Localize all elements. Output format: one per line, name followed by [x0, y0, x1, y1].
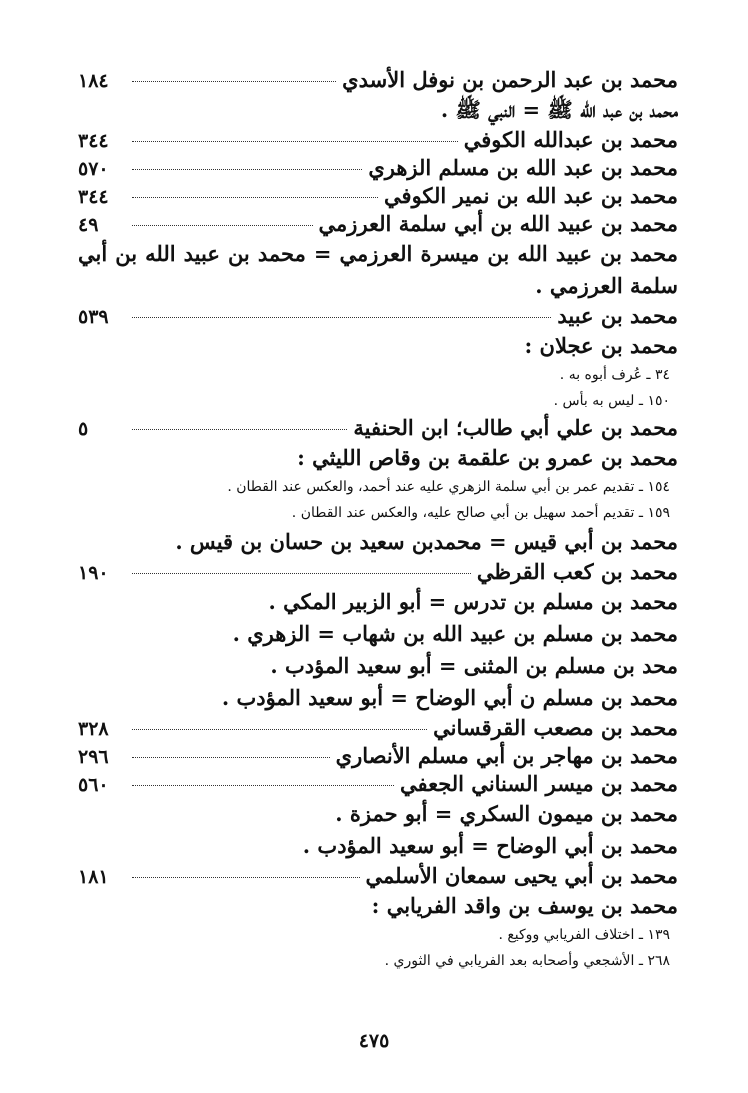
index-entry: محمد بن أبي قيس = محمدبن سعيد بن حسان بن قيس .: [175, 529, 678, 554]
index-subentry: ٣٤ ـ عُرف أبوه به .: [559, 367, 670, 383]
entry-page-number: ٥: [78, 418, 89, 440]
index-entry: [78, 154, 678, 182]
index-entry: محمد بن أبي الوضاح = أبو سعيد المؤدب .: [302, 833, 678, 858]
entry-name: محمد بن مصعب القرقساني: [433, 715, 678, 740]
index-entry: محمد بن مسلم ن أبي الوضاح = أبو سعيد المؤدب .: [221, 685, 678, 710]
entry-name: محمد بن عبد الله بن نمير الكوفي: [384, 183, 678, 208]
index-entry: محمد بن مسلم بن عبيد الله بن شهاب = الزهري .: [232, 621, 678, 646]
index-entry: [78, 126, 678, 154]
index-entry: [78, 182, 678, 210]
index-entry: [78, 302, 678, 330]
dot-leader: [132, 317, 551, 318]
index-entry: محمد بن عبد الله ﷺ = النبي ﷺ .: [440, 97, 678, 122]
index-entry: محد بن مسلم بن المثنى = أبو سعيد المؤدب .: [270, 653, 678, 678]
dot-leader: [132, 197, 378, 198]
dot-leader: [132, 81, 336, 82]
dot-leader: [132, 729, 427, 730]
entry-name: محمد بن مهاجر بن أبي مسلم الأنصاري: [335, 743, 678, 768]
index-subentry: ١٥٠ ـ ليس به بأس .: [553, 393, 670, 409]
index-entry: [78, 714, 678, 742]
page-number: ٤٧٥: [358, 1030, 390, 1052]
dot-leader: [132, 785, 394, 786]
dot-leader: [132, 225, 313, 226]
entry-page-number: ١٨١: [78, 866, 109, 888]
entry-name: محمد بن عبد الرحمن بن نوفل الأسدي: [342, 67, 678, 92]
entry-page-number: ١٨٤: [78, 70, 109, 92]
dot-leader: [132, 141, 458, 142]
index-subentry: ١٥٤ ـ تقديم عمر بن أبي سلمة الزهري عليه عند أحمد، والعكس عند القطان .: [227, 479, 670, 495]
index-subentry: ٢٦٨ ـ الأشجعي وأصحابه بعد الفريابي في الثوري .: [384, 953, 670, 969]
entry-name: محمد بن ميسر السناني الجعفي: [399, 771, 678, 796]
entry-page-number: ٢٩٦: [78, 746, 109, 768]
dot-leader: [132, 573, 471, 574]
index-entry: محمد بن مسلم بن تدرس = أبو الزبير المكي .: [268, 589, 678, 614]
index-entry: محمد بن ميمون السكري = أبو حمزة .: [335, 801, 678, 826]
index-list: [78, 66, 678, 974]
entry-page-number: ٥٧٠: [78, 158, 109, 180]
index-entry: [78, 862, 678, 890]
entry-page-number: ٣٤٤: [78, 186, 109, 208]
entry-page-number: ٤٩: [78, 214, 99, 236]
index-entry: [78, 770, 678, 798]
entry-name: محمد بن أبي يحيى سمعان الأسلمي: [365, 863, 678, 888]
index-entry: [78, 66, 678, 94]
index-entry: [78, 742, 678, 770]
entry-page-number: ٥٦٠: [78, 774, 109, 796]
index-entry: محمد بن عمرو بن علقمة بن وقاص الليثي :: [297, 445, 678, 470]
entry-name: محمد بن كعب القرظي: [476, 559, 678, 584]
index-subentry: ١٥٩ ـ تقديم أحمد سهيل بن أبي صالح عليه، والعكس عند القطان .: [291, 505, 670, 521]
entry-page-number: ٣٤٤: [78, 130, 109, 152]
index-entry: محمد بن عبيد الله بن ميسرة العرزمي = محمد بن عبيد الله بن أبي سلمة العرزمي .: [78, 241, 678, 298]
index-entry: محمد بن عجلان :: [524, 333, 678, 358]
dot-leader: [132, 757, 330, 758]
entry-name: محمد بن علي أبي طالب؛ ابن الحنفية: [353, 415, 678, 440]
index-subentry: ١٣٩ ـ اختلاف الفريابي ووكيع .: [498, 927, 670, 943]
index-entry: محمد بن يوسف بن واقد الفريابي :: [371, 893, 678, 918]
dot-leader: [132, 169, 362, 170]
entry-name: محمد بن عبدالله الكوفي: [463, 127, 678, 152]
entry-name: محمد بن عبد الله بن مسلم الزهري: [368, 155, 678, 180]
entry-page-number: ٥٣٩: [78, 306, 109, 328]
index-entry: [78, 414, 678, 442]
entry-page-number: ٣٢٨: [78, 718, 109, 740]
entry-page-number: ١٩٠: [78, 562, 109, 584]
index-entry: [78, 558, 678, 586]
entry-name: محمد بن عبيد: [557, 303, 678, 328]
index-entry: [78, 210, 678, 238]
dot-leader: [132, 877, 360, 878]
dot-leader: [132, 429, 347, 430]
entry-name: محمد بن عبيد الله بن أبي سلمة العرزمي: [318, 211, 678, 236]
